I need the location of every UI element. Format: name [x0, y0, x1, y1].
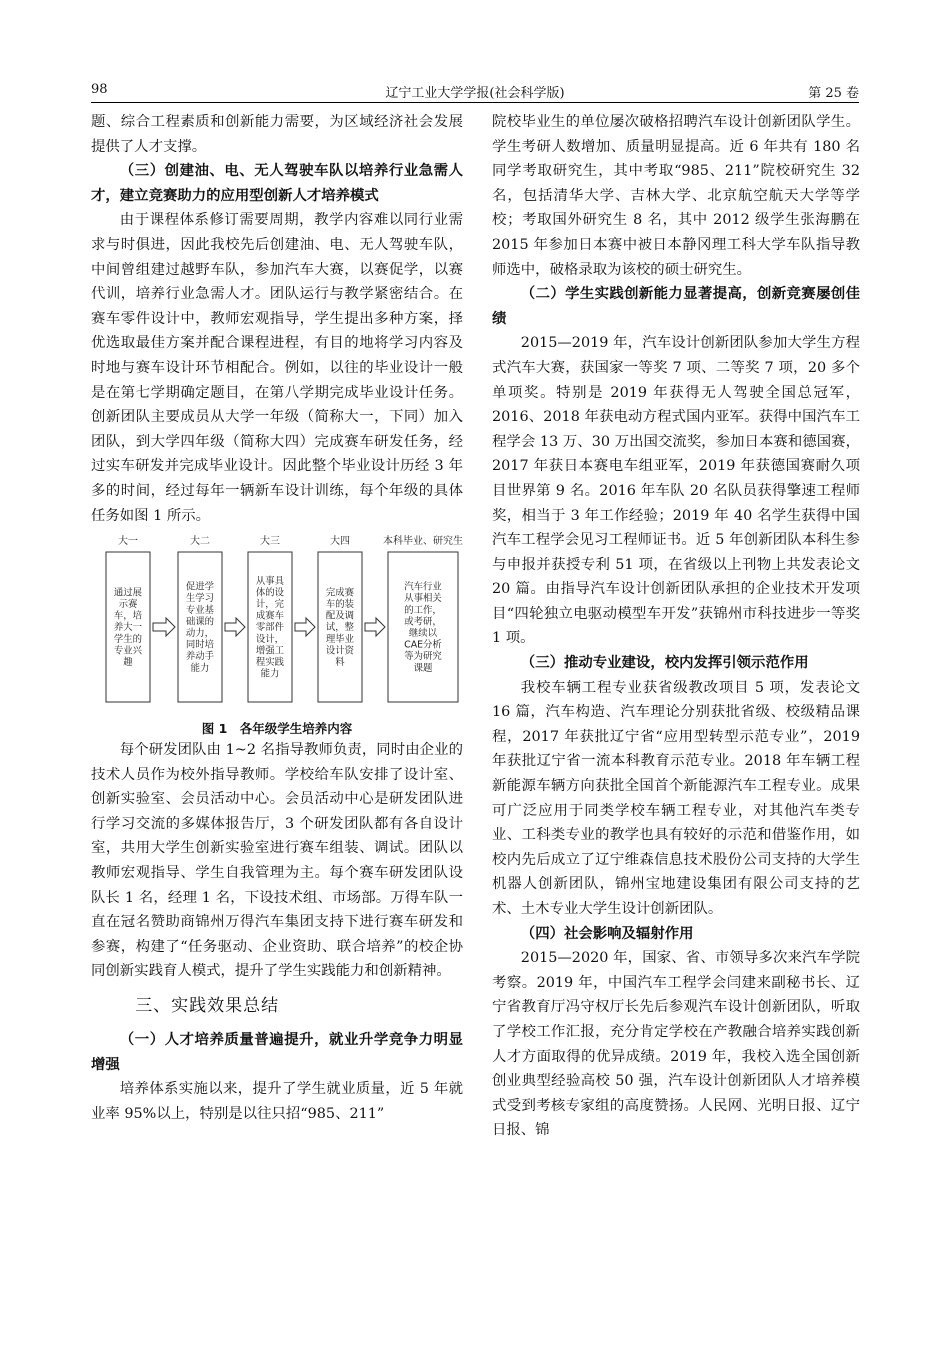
- paragraph-continue: 院校毕业生的单位屡次破格招聘汽车设计创新团队学生。学生考研人数增加、质量明显提高。近 6 年共有 180 名同学考取研究生，其中考取“985、211”院校研究生 32 名，包括清华大学、吉林大学、北京航空航天大学等学校；考取国外研究生 8 名，其中 2012 级学生张海鹏在 2015 年参加日本赛中被日本静冈理工科大学车队指导教师选中，破格录取为该校的硕士研究生。: [492, 114, 860, 278]
- stage-box-text: 促进学: [185, 581, 215, 593]
- stage-box-text: 趣: [123, 657, 133, 669]
- stage-label: 大三: [260, 536, 280, 548]
- stage-box-text: 能力: [260, 668, 280, 680]
- stage-box-text: 养大一: [113, 622, 143, 634]
- stage-box-text: 动力，: [185, 628, 215, 640]
- stage-label: 大四: [330, 536, 350, 548]
- stage-box-text: 零部件: [255, 622, 285, 634]
- right-column: [492, 110, 860, 1143]
- page-number: 98: [91, 82, 108, 97]
- flow-arrow: [295, 618, 315, 636]
- stage-label: 本科毕业、研究生: [383, 536, 463, 548]
- figure-1-diagram: [91, 534, 463, 720]
- heading-sub-2: （二）学生实践创新能力显著提高，创新竞赛屡创佳绩: [492, 286, 860, 327]
- paragraph-sub-3: 我校车辆工程专业获省级教改项目 5 项，发表论文 16 篇，汽车构造、汽车理论分别获批省级、校级精品课程，2017 年获批辽宁省“应用型转型示范专业”，2019 年获批辽宁省一流本科教育示范专业。2018 年车辆工程新能源车辆方向获批全国首个新能源汽车工程专业。成果可广泛应用于同类学校车辆工程专业，对其他汽车类专业、工科类专业的教学也具有较好的示范和借鉴作用，如校内先后成立了辽宁维森信息技术股份公司支持的大学生机器人创新团队，锦州宝地建设集团有限公司支持的艺术、土木专业大学生设计创新团队。: [492, 679, 860, 917]
- heading-section-3: （三）创建油、电、无人驾驶车队以培养行业急需人才，建立竞赛助力的应用型创新人才培养模式: [91, 163, 463, 204]
- stage-box-text: 汽车行业: [404, 581, 442, 593]
- stage-box-text: 程实践: [255, 657, 285, 669]
- stage-box-text: 示赛: [118, 599, 138, 611]
- paragraph-sub-2: 2015—2019 年，汽车设计创新团队参加大学生方程式汽车大赛，获国家一等奖 7 项、二等奖 7 项，20 多个单项奖。特别是 2019 年获得无人驾驶全国总冠军，2016、2018 年获电动方程式国内亚军。获得中国汽车工程学会 13 万、30 万出国交流奖，参加日本赛和德国赛，2017 年获日本赛电车组亚军，2019 年获德国赛耐久项目世界第 9 名。2016 年车队 20 名队员获得擎速工程师奖，相当于 3 年工作经验；2019 年 40 名学生获得中国汽车工程学会见习工程师证书。近 5 年创新团队本科生参与申报并获授专利 51 项，在省级以上刊物上共发表论文 20 篇。由指导汽车设计创新团队承担的企业技术开发项目“四轮独立电驱动模型车开发”获锦州市科技进步一等奖 1 项。: [492, 335, 860, 647]
- stage-box-text: 车的装: [325, 599, 355, 611]
- paragraph-after-figure: 每个研发团队由 1~2 名指导教师负责，同时由企业的技术人员作为校外指导教师。学校给车队安排了设计室、创新实验室、会员活动中心。会员活动中心是研发团队进行学习交流的多媒体报告厅，3 个研发团队都有各自设计室，共用大学生创新实验室进行赛车组装、调试。团队以教师宏观指导、学生自我管理为主。每个赛车研发团队设队长 1 名，经理 1 名，下设技术组、市场部。万得车队一直在冠名赞助商锦州万得汽车集团支持下进行赛车研发和参赛，构建了“任务驱动、企业资助、联合培养”的校企协同创新实践育人模式，提升了学生实践能力和创新精神。: [91, 742, 463, 980]
- stage-box-text: 车，培: [113, 610, 143, 622]
- running-header: [91, 80, 859, 103]
- heading-sub-4: （四）社会影响及辐射作用: [520, 925, 694, 942]
- stage-box-text: 配及调: [325, 610, 355, 622]
- stage-box-text: 从事具: [255, 575, 285, 587]
- stage-box-text: 养动手: [185, 651, 215, 663]
- stage-box-text: 成赛车: [255, 610, 285, 622]
- stage-box-text: 继续以: [408, 628, 438, 640]
- stage-box-text: 通过展: [113, 587, 143, 599]
- figure-1: [91, 534, 463, 737]
- stage-label: 大一: [118, 536, 138, 548]
- left-column: [91, 110, 463, 1126]
- stage-box-text: 增强工: [255, 645, 285, 657]
- stage-box-text: 等为研究: [404, 651, 442, 663]
- flow-arrow: [153, 618, 175, 636]
- flow-arrow: [225, 618, 245, 636]
- heading-part-3: 三、实践效果总结: [135, 996, 280, 1017]
- stage-box-text: 料: [335, 657, 345, 669]
- stage-label: 大二: [190, 536, 210, 548]
- stage-box-text: 理毕业: [325, 633, 355, 645]
- stage-box-text: 试，整: [325, 622, 355, 634]
- stage-box-text: 能力: [190, 662, 210, 674]
- paragraph-intro: 题、综合工程素质和创新能力需要，为区域经济社会发展提供了人才支撑。: [91, 114, 463, 155]
- stage-box-text: CAE分析: [404, 639, 442, 651]
- stage-box-text: 体的设: [255, 587, 285, 599]
- volume-label: 第 25 卷: [808, 86, 859, 101]
- stage-box-text: 设计，: [255, 633, 285, 645]
- stage-box-text: 计，完: [255, 599, 285, 611]
- stage-box-text: 专业兴: [113, 645, 143, 657]
- heading-sub-3: （三）推动专业建设，校内发挥引领示范作用: [520, 655, 809, 672]
- heading-sub-1: （一）人才培养质量普遍提升，就业升学竞争力明显增强: [91, 1032, 463, 1073]
- stage-box-text: 或考研，: [404, 616, 442, 628]
- stage-box-text: 同时培: [185, 639, 215, 651]
- stage-box-text: 的工作，: [404, 604, 442, 616]
- figure-caption: 图 1 各年级学生培养内容: [201, 721, 353, 737]
- journal-title: 辽宁工业大学学报(社会科学版): [385, 86, 565, 101]
- stage-box-text: 生学习: [185, 593, 215, 605]
- stage-box-text: 完成赛: [325, 587, 355, 599]
- stage-box-text: 课题: [413, 662, 433, 674]
- paragraph-sub-1: 培养体系实施以来，提升了学生就业质量，近 5 年就业率 95%以上，特别是以往只招“985、211”: [91, 1081, 463, 1122]
- paragraph-section-3: 由于课程体系修订需要周期，教学内容难以同行业需求与时俱进，因此我校先后创建油、电、无人驾驶车队，中间曾组建过越野车队，参加汽车大赛，以赛促学，以赛代训，培养行业急需人才。团队运行与教学紧密结合。在赛车零件设计中，教师宏观指导，学生提出多种方案，择优选取最佳方案并配合课程进程，有目的地将学习内容及时地与赛车设计环节相配合。例如，以往的毕业设计一般是在第七学期确定题目，在第八学期完成毕业设计任务。创新团队主要成员从大学一年级（简称大一，下同）加入团队，到大学四年级（简称大四）完成赛车研发任务，经过实车研发并完成毕业设计。因此整个毕业设计历经 3 年多的时间，经过每年一辆新车设计训练，每个年级的具体任务如图 1 所示。: [91, 212, 463, 524]
- stage-box-text: 从事相关: [404, 593, 442, 605]
- stage-box-text: 学生的: [113, 633, 143, 645]
- flow-arrow: [365, 618, 385, 636]
- paragraph-sub-4: 2015—2020 年，国家、省、市领导多次来汽车学院考察。2019 年，中国汽车工程学会闫建来副秘书长、辽宁省教育厅冯守权厅长先后参观汽车设计创新团队，听取了学校工作汇报，充分肯定学校在产教融合培养实践创新人才方面取得的优异成绩。2019 年，我校入选全国创新创业典型经验高校 50 强，汽车设计创新团队人才培养模式受到考核专家组的高度赞扬。人民网、光明日报、辽宁日报、锦: [492, 950, 860, 1139]
- stage-box-text: 础课的: [185, 616, 215, 628]
- stage-box-text: 专业基: [185, 604, 215, 616]
- stage-box-text: 设计资: [325, 645, 355, 657]
